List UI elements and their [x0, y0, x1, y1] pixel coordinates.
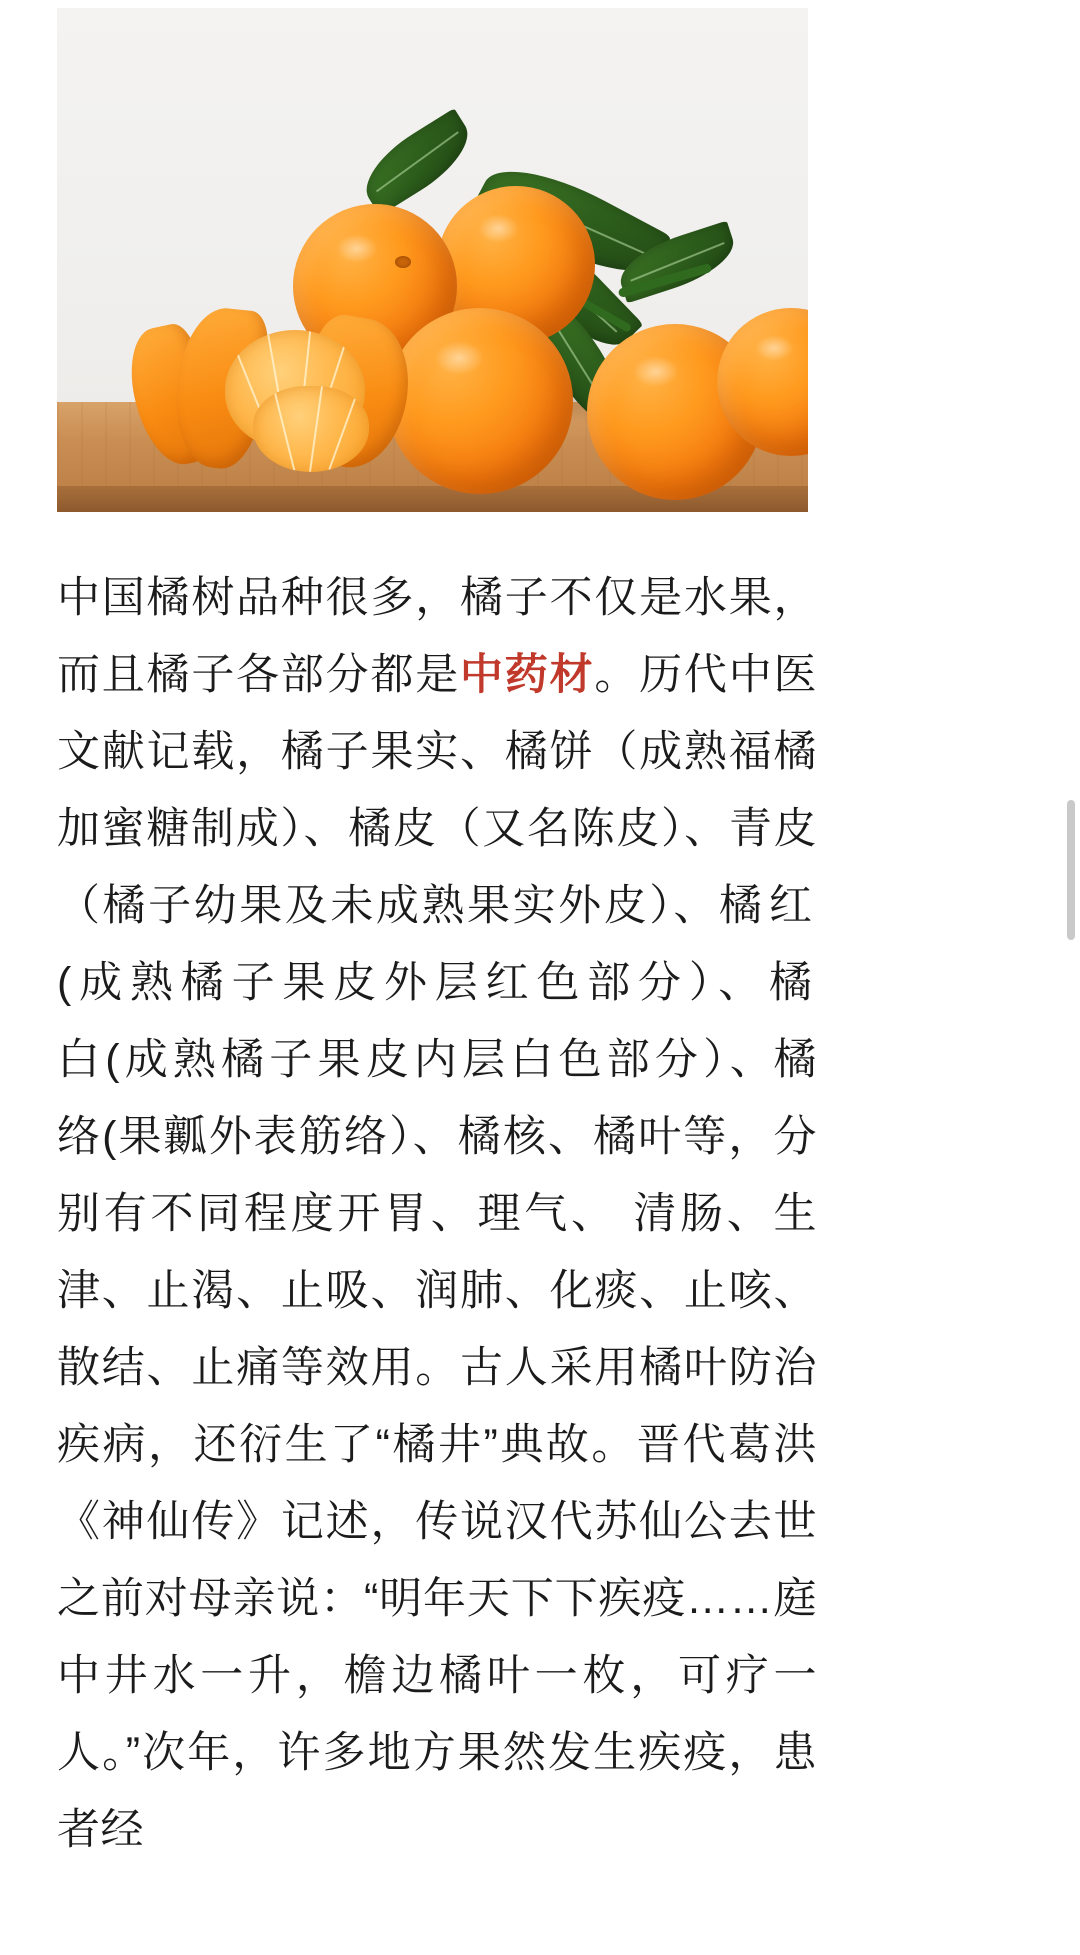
orange-navel	[395, 256, 411, 268]
segment-divider	[273, 387, 296, 471]
vertical-scrollbar-track[interactable]	[1066, 0, 1076, 1955]
orange-fruit	[387, 308, 573, 494]
highlight-term: 中药材	[460, 651, 595, 699]
peeled-orange-segments	[253, 386, 369, 472]
article-text-part-spaced: 橘红(成熟橘子果皮外层红色部分）、橘白(成熟橘子果皮内层白色部分）	[57, 882, 817, 1084]
segment-divider	[309, 386, 323, 471]
vertical-scrollbar-thumb[interactable]	[1067, 800, 1075, 940]
article-text-part: 。历代中医文献记载，橘子果实、橘饼（成熟福橘加蜜糖制成）、橘皮（又名陈皮）、青皮（橘子幼果及未成熟果实外皮）、	[57, 651, 817, 930]
article-text-part: 中国橘树品种很多，橘子不仅是水果，而且橘子各部分都是	[57, 574, 817, 699]
article-paragraph	[57, 560, 817, 1869]
oranges-photo	[57, 8, 808, 512]
article-text-part: 、橘络(果瓤外表筋络）、橘核、橘叶等，分别有不同程度开胃、理气、 清肠、生津、止渴、止吸、润肺、化痰、止咳、散结、止痛等效用。古人采用橘叶防治疾病，还衍生了“橘井”典故。晋代葛洪《神仙传》记述，传说汉代苏仙公去世之前对母亲说：“明年天下下疾疫……庭中井水一升，檐边橘叶一枚，可疗一人。”次年，许多地方果然发生疾疫，患者经	[57, 1036, 817, 1854]
